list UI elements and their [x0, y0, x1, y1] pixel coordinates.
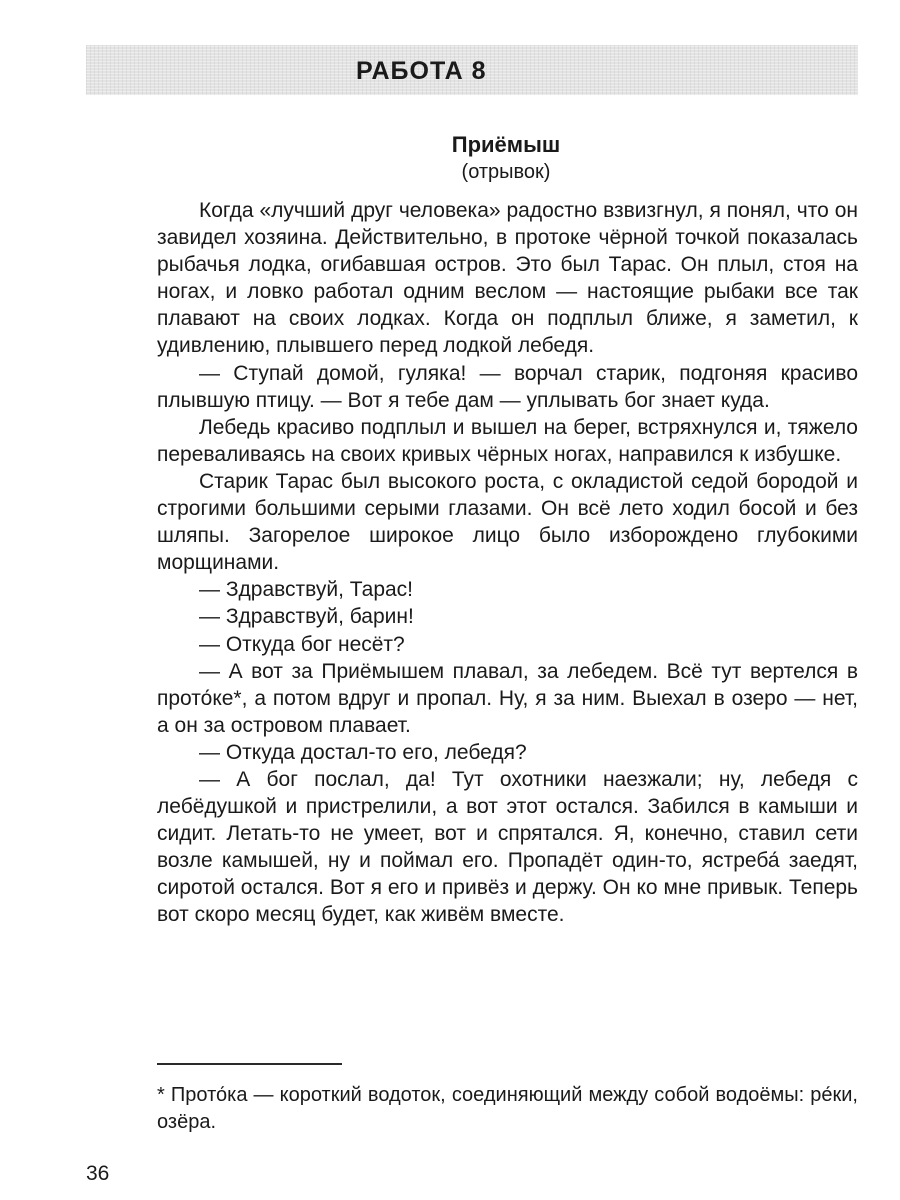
story-title: Приёмыш: [451, 132, 561, 157]
dialogue-line: — Откуда достал-то его, лебедя?: [199, 740, 527, 764]
paragraph: Когда «лучший друг человека» радостно взвизгнул, я понял, что он завидел хозяина. Действительно, в протоке чёрной точкой показалась рыбачья лодка, огибавшая остров. Это был Тарас. Он плыл, стоя на ногах, и ловко работал одним веслом — настоящие рыбаки все так плавают на своих лодках. Когда он подплыл ближе, я заметил, к удивлению, плывшего перед лодкой лебедя.: [157, 199, 858, 358]
footnote: * Прото́ка — короткий водоток, соединяющий между собой водоёмы: ре́ки, озёра.: [157, 1084, 858, 1133]
paragraph: Старик Тарас был высокого роста, с окладистой седой бородой и строгими большими серыми глазами. Он всё лето ходил босой и без шляпы. Загорелое широкое лицо было изборождено глубокими морщинами.: [157, 469, 858, 575]
story-body: [157, 197, 858, 929]
story-subtitle: (отрывок): [461, 161, 551, 183]
paragraph: — А бог послал, да! Тут охотники наезжали; ну, лебедя с лебёдушкой и пристрелили, а вот этот остался. Забился в камыши и сидит. Летать-то не умеет, вот и спрятался. Я, конечно, ставил сети возле камышей, ну и поймал его. Пропадёт один-то, ястреба́ заедят, сиротой остался. Вот я его и привёз и держу. Он ко мне привык. Теперь вот скоро месяц будет, как живём вместе.: [157, 767, 858, 927]
section-title: РАБОТА 8: [356, 57, 487, 85]
dialogue-line: — Здравствуй, Тарас!: [199, 578, 414, 602]
page-number: 36: [86, 1162, 110, 1185]
dialogue-line: — Откуда бог несёт?: [199, 632, 405, 656]
dialogue-line: — Здравствуй, барин!: [199, 605, 414, 629]
section-header-bar: [86, 45, 858, 95]
footnote-divider: [157, 1063, 342, 1065]
paragraph: — А вот за Приёмышем плавал, за лебедем. Всё тут вертелся в прото́ке*, а потом вдруг и пропал. Ну, я за ним. Выехал в озеро — нет, а он за островом плавает.: [157, 659, 858, 737]
paragraph: Лебедь красиво подплыл и вышел на берег, встряхнулся и, тяжело переваливаясь на своих кривых чёрных ногах, направился к избушке.: [157, 415, 858, 466]
paragraph: — Ступай домой, гуляка! — ворчал старик, подгоняя красиво плывшую птицу. — Вот я тебе дам — уплывать бог знает куда.: [157, 361, 858, 412]
